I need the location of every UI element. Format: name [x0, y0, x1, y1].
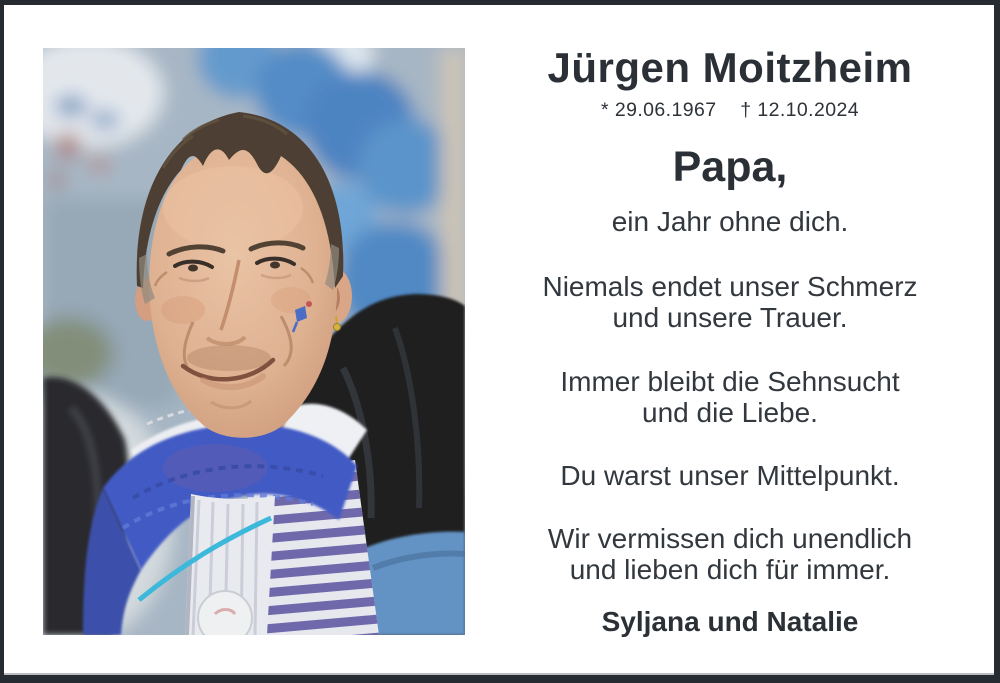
verse-line: Du warst unser Mittelpunkt.	[560, 460, 900, 491]
portrait-photo	[43, 48, 465, 635]
deceased-name: Jürgen Moitzheim	[547, 44, 913, 91]
portrait-photo-svg	[43, 48, 465, 635]
verse-line: Niemals endet unser Schmerz	[542, 271, 918, 302]
signature: Syljana und Natalie	[601, 606, 859, 637]
verse-line: ein Jahr ohne dich.	[611, 206, 849, 237]
verse-mittelpunkt	[465, 460, 995, 491]
birth-date: * 29.06.1967	[601, 99, 717, 121]
photo-wash	[43, 48, 465, 635]
verse-intro	[465, 206, 995, 237]
verse-line: und unsere Trauer.	[612, 302, 848, 333]
verse-line: und lieben dich für immer.	[569, 554, 891, 585]
verse-line: Immer bleibt die Sehnsucht	[560, 366, 900, 397]
verse-schmerz	[465, 271, 995, 333]
verse-line: und die Liebe.	[642, 397, 818, 428]
verse-vermissen	[465, 523, 995, 585]
death-date: † 12.10.2024	[740, 99, 859, 121]
verse-sehnsucht	[465, 366, 995, 428]
salutation: Papa,	[672, 143, 788, 191]
memorial-text-column	[465, 0, 995, 683]
verse-line: Wir vermissen dich unendlich	[547, 523, 913, 554]
life-dates	[465, 99, 995, 122]
